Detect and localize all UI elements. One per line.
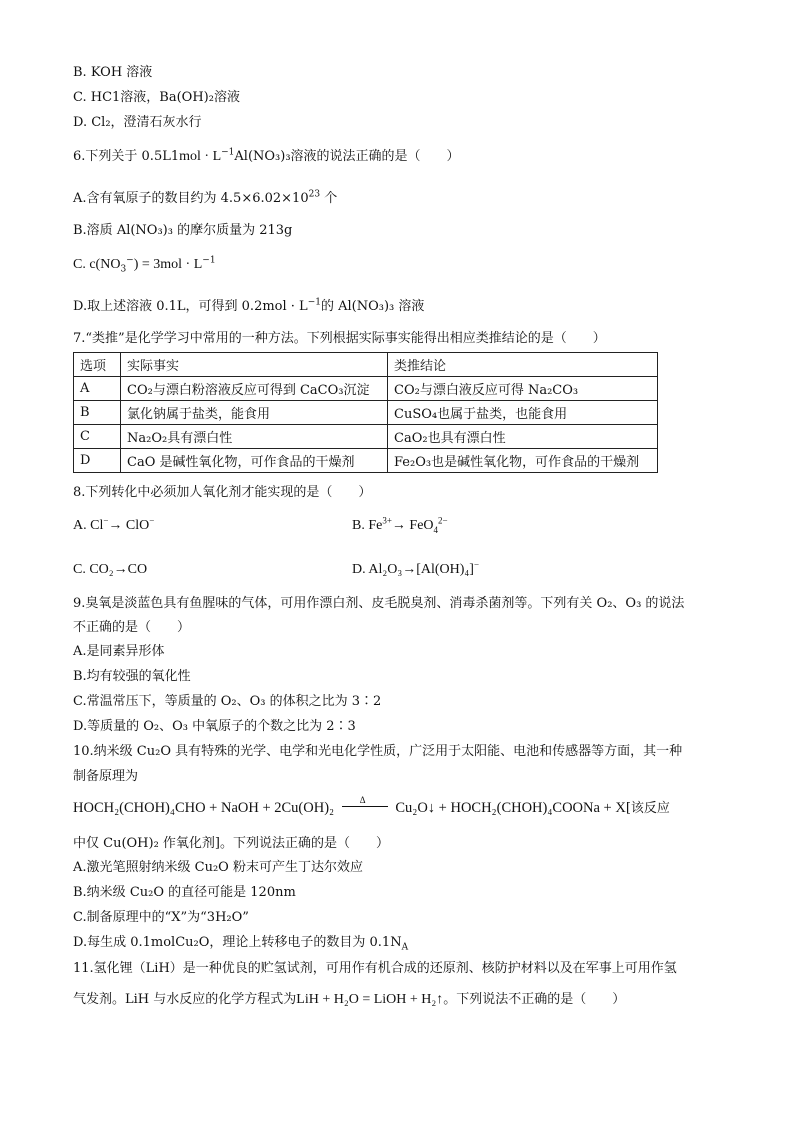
q10-stem-line2: 制备原理为 [73, 769, 139, 784]
table-row [74, 425, 658, 449]
table-row [74, 401, 658, 425]
q6d-post: 的 Al(NO₃)₃ 溶液 [320, 299, 425, 314]
q10-eq-line [342, 806, 388, 807]
table-cell: CO₂与漂白粉溶液反应可得到 CaCO₃沉淀 [121, 377, 388, 401]
table-row [74, 449, 658, 473]
q9-stem-line1: 9.臭氧是淡蓝色具有鱼腥味的气体，可用作漂白剂、皮毛脱臭剂、消毒杀菌剂等。下列有关 O₂、O₃ 的说法 [73, 596, 685, 611]
q11-stem-line2 [73, 991, 625, 1009]
q6-exp: −1 [221, 147, 235, 158]
q6d-exp: −1 [307, 297, 321, 308]
table-header-cell: 实际事实 [121, 353, 388, 377]
q10-eq-tail: [该反应 [625, 801, 670, 816]
q6-stem-pre: 6.下列关于 0.5L1 [73, 149, 180, 164]
table-cell: CO₂与漂白液反应可得 Na₂CO₃ [388, 377, 658, 401]
q11-l2-pre: 气发剂。LiH 与水反应的化学方程式为 [73, 992, 297, 1007]
q8b-mid: → FeO [391, 518, 434, 533]
table-cell: A [74, 377, 121, 401]
table-cell: B [74, 401, 121, 425]
q8-stem: 8.下列转化中必须加人氧化剂才能实现的是（ ） [73, 485, 372, 500]
q7-table [73, 352, 658, 473]
q8-option-a [73, 517, 154, 535]
q6-stem-post: Al(NO₃)₃溶液的说法正确的是（ ） [234, 149, 460, 164]
q8-option-b [352, 517, 448, 535]
table-cell: Fe₂O₃也是碱性氧化物，可作食品的干燥剂 [388, 449, 658, 473]
q9-option-b: B.均有较强的氧化性 [73, 669, 191, 684]
q10-eq-left: HOCH₂(CHOH)₄CHO + NaOH + 2Cu(OH)₂ [73, 800, 335, 816]
q8d-formula: [Al(OH)₄] [416, 562, 474, 577]
q6-option-c [73, 256, 216, 274]
line-d: D. Cl₂，澄清石灰水行 [73, 115, 202, 130]
q6c-exp: −1 [202, 255, 216, 266]
q8b-sub: 4 [433, 524, 439, 535]
q8b-sup2: 2− [438, 515, 448, 526]
q10-eq-arrow [342, 794, 388, 816]
q6a-pre: A.含有氧原子的数目约为 4.5×6.02×10 [73, 191, 309, 206]
q10-stem-line3: 中仅 Cu(OH)₂ 作氧化剂]。下列说法正确的是（ ） [73, 836, 390, 851]
q8a-sup2: − [149, 515, 155, 526]
q6a-exp: 23 [308, 189, 321, 200]
q8a-arrow: → ClO [108, 518, 150, 533]
q10-option-a: A.激光笔照射纳米级 Cu₂O 粉末可产生丁达尔效应 [73, 860, 363, 875]
q8d-pre: D. Al₂O₃→ [352, 562, 417, 577]
table-cell: CuSO₄也属于盐类，也能食用 [388, 401, 658, 425]
q6a-post: 个 [320, 191, 338, 206]
q9-option-a: A.是同素异形体 [73, 644, 165, 659]
q10d-sub: A [401, 942, 409, 953]
q10-option-c: C.制备原理中的“X”为“3H₂O” [73, 910, 249, 925]
line-c: C. HC1溶液，Ba(OH)₂溶液 [73, 90, 240, 105]
q10d-text: D.每生成 0.1molCu₂O，理论上转移电子的数目为 0.1N [73, 935, 402, 950]
q10-equation [73, 794, 670, 818]
q6c-pre: C. c(NO [73, 257, 121, 272]
q7-stem: 7.“类推”是化学学习中常用的一种方法。下列根据实际事实能得出相应类推结论的是（ ） [73, 331, 606, 346]
table-row [74, 377, 658, 401]
q10-stem-line1: 10.纳米级 Cu₂O 具有特殊的光学、电学和光电化学性质，广泛用于太阳能、电池和传感器等方面，其一种 [73, 744, 683, 759]
q8b-sup: 3+ [382, 515, 392, 526]
table-cell: CaO₂也具有漂白性 [388, 425, 658, 449]
q10-eq-condition: Δ [359, 794, 366, 805]
table-cell: D [74, 449, 121, 473]
q8a-pre: A. Cl [73, 518, 104, 533]
q10-option-d [73, 934, 408, 952]
q6c-sub: 3 [120, 264, 127, 275]
q6-stem [73, 148, 460, 166]
table-header-cell: 选项 [74, 353, 121, 377]
q8d-sup: − [473, 559, 480, 570]
q11-stem-line1: 11.氢化锂（LiH）是一种优良的贮氢试剂，可用作有机合成的还原剂、核防护材料以及在军事上可用作氢 [73, 961, 677, 976]
q8a-sup: − [103, 515, 109, 526]
table-cell: 氯化钠属于盐类，能食用 [121, 401, 388, 425]
table-header-row [74, 353, 658, 377]
q10-eq-right: Cu₂O↓ + HOCH₂(CHOH)₄COONa + X [395, 800, 626, 816]
q6-option-b: B.溶质 Al(NO₃)₃ 的摩尔质量为 213g [73, 223, 293, 238]
q6d-pre: D.取上述溶液 0.1L，可得到 0.2mol · L [73, 299, 308, 314]
q6-option-d [73, 298, 424, 316]
table-cell: Na₂O₂具有漂白性 [121, 425, 388, 449]
table-header-cell: 类推结论 [388, 353, 658, 377]
q6-unit: mol · L [179, 149, 222, 164]
q6c-sup: − [126, 255, 134, 266]
table-cell: C [74, 425, 121, 449]
q8-option-d [352, 561, 479, 579]
q9-option-c: C.常温常压下，等质量的 O₂、O₃ 的体积之比为 3∶2 [73, 694, 382, 709]
q8b-pre: B. Fe [352, 518, 383, 533]
q6-option-a [73, 190, 337, 208]
table-cell: CaO 是碱性氧化物，可作食品的干燥剂 [121, 449, 388, 473]
q8-option-c: C. CO₂→CO [73, 562, 148, 577]
q11-l2-eq: LiH + H₂O = LiOH + H₂↑ [296, 992, 444, 1007]
line-b: B. KOH 溶液 [73, 65, 153, 80]
q11-l2-post: 。下列说法不正确的是（ ） [443, 992, 626, 1007]
q10-option-b: B.纳米级 Cu₂O 的直径可能是 120nm [73, 885, 296, 900]
q9-stem-line2: 不正确的是（ ） [73, 620, 191, 635]
q6c-post: ) = 3mol · L [133, 257, 203, 272]
q9-option-d: D.等质量的 O₂、O₃ 中氧原子的个数之比为 2∶3 [73, 719, 356, 734]
